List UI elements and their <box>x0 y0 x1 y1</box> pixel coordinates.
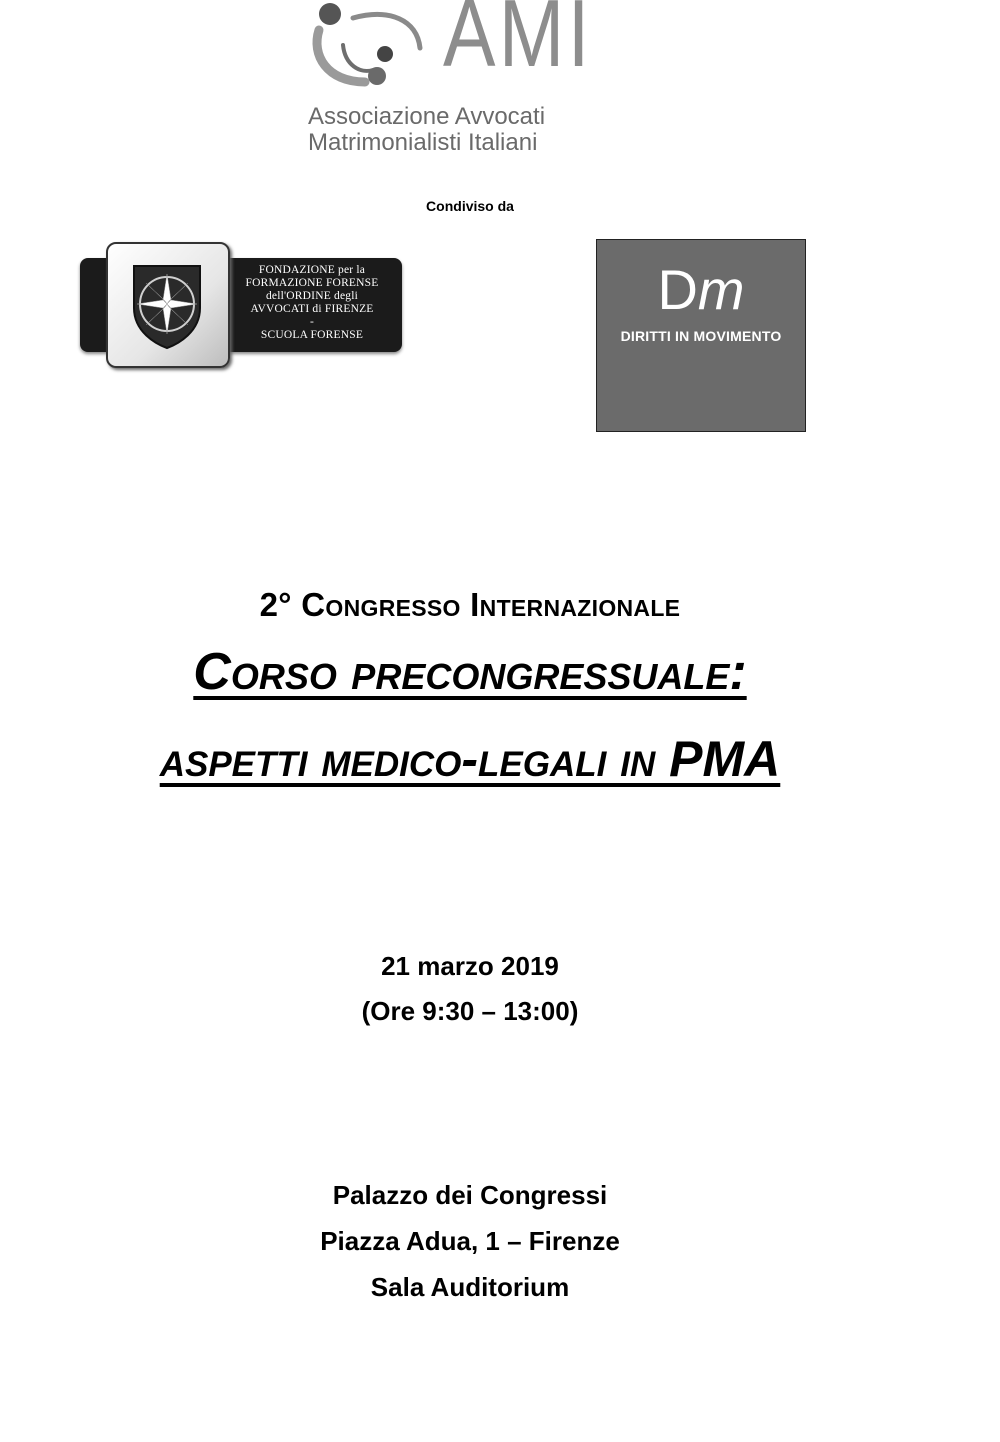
fondazione-logo <box>80 242 404 368</box>
venue-address: Piazza Adua, 1 – Firenze <box>320 1226 620 1256</box>
shared-by-label: Condiviso da <box>426 198 514 214</box>
dm-mark-m: m <box>697 258 745 321</box>
fondazione-line6: SCUOLA FORENSE <box>260 329 364 341</box>
venue-room: Sala Auditorium <box>370 1272 570 1302</box>
course-title-line1: Corso precongressuale: <box>193 643 747 701</box>
dm-mark <box>597 258 805 321</box>
fondazione-logo-plate <box>106 242 230 368</box>
ami-logo-line1: Associazione Avvocati <box>308 103 546 130</box>
ami-logo-title: AMI <box>443 0 593 87</box>
venue-name: Palazzo dei Congressi <box>332 1180 608 1210</box>
fondazione-line1: FONDAZIONE per la <box>258 264 366 276</box>
event-date: 21 marzo 2019 <box>381 951 559 981</box>
fondazione-line4: AVVOCATI di FIRENZE <box>250 303 374 315</box>
event-time: (Ore 9:30 – 13:00) <box>361 996 579 1026</box>
compass-rose-icon <box>128 260 206 350</box>
ami-logo <box>305 0 635 160</box>
fondazione-logo-text <box>232 264 392 342</box>
course-title-line2: aspetti medico-legali in PMA <box>159 731 781 787</box>
fondazione-line2: FORMAZIONE FORENSE <box>245 277 379 289</box>
dm-mark-d: D <box>657 258 698 321</box>
dm-name: DIRITTI IN MOVIMENTO <box>620 328 782 344</box>
diritti-in-movimento-logo <box>596 239 806 432</box>
congress-heading: 2° Congresso Internazionale <box>259 586 681 623</box>
ami-emblem-icon <box>305 0 430 95</box>
fondazione-line3: dell'ORDINE degli <box>265 290 359 302</box>
fondazione-line5: - <box>309 316 315 328</box>
ami-logo-line2: Matrimonialisti Italiani <box>308 129 538 156</box>
